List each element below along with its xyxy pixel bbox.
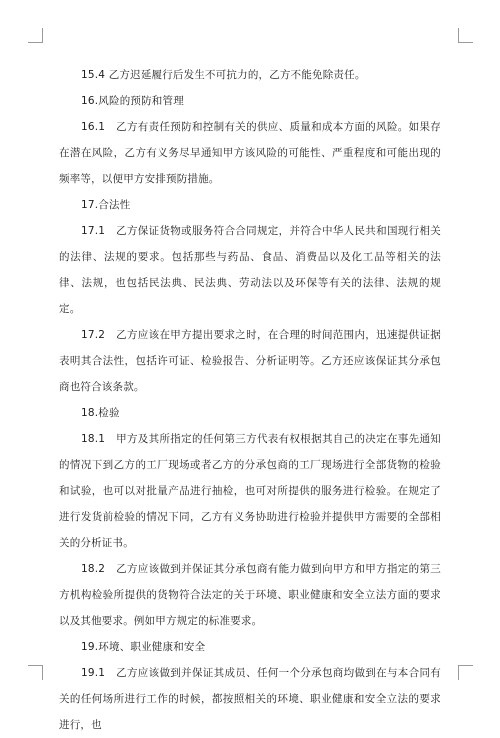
clause-15-4: 15.4 乙方迟延履行后发生不可抗力的，乙方不能免除责任。 bbox=[81, 69, 366, 81]
document-body bbox=[59, 62, 441, 738]
clause-17-1: 17.1 乙方保证货物或服务符合合同规定，并符合中华人民共和国现行相关的法律、法规的要求。包括那些与药品、食品、消费品以及化工品等相关的法律、法规，也包括民法典、民法典、劳动法以及环保等有关的法律、法规的规定。 bbox=[59, 225, 441, 315]
clause-17-2: 17.2 乙方应该在甲方提出要求之时，在合理的时间范围内，迅速提供证据表明其合法性，包括许可证、检验报告、分析证明等。乙方还应该保证其分承包商也符合该条款。 bbox=[59, 329, 441, 393]
clause-16-1: 16.1 乙方有责任预防和控制有关的供应、质量和成本方面的风险。如果存在潜在风险，乙方有义务尽早通知甲方该风险的可能性、严重程度和可能出现的频率等，以便甲方安排预防措施。 bbox=[59, 121, 441, 185]
section-heading-16: 16.风险的预防和管理 bbox=[81, 95, 184, 107]
section-heading-18: 18.检验 bbox=[81, 407, 120, 419]
clause-18-1: 18.1 甲方及其所指定的任何第三方代表有权根据其自己的决定在事先通知的情况下到乙方的工厂现场或者乙方的分承包商的工厂现场进行全部货物的检验和试验，也可以对批量产品进行抽检，也可对所提供的服务进行检验。在规定了进行发货前检验的情况下同，乙方有义务协助进行检验并提供甲方需要的全部相关的分析证书。 bbox=[59, 433, 441, 549]
crop-mark-bottom-right bbox=[458, 665, 473, 680]
section-heading-17: 17.合法性 bbox=[81, 199, 131, 211]
crop-mark-top-right bbox=[458, 28, 473, 43]
crop-mark-top-left bbox=[28, 28, 43, 43]
section-heading-19: 19.环境、职业健康和安全 bbox=[81, 641, 206, 653]
clause-18-2: 18.2 乙方应该做到并保证其分承包商有能力做到向甲方和甲方指定的第三方机构检验所提供的货物符合法定的关于环境、职业健康和安全立法方面的要求以及其他要求。例如甲方规定的标准要求。 bbox=[59, 563, 441, 627]
clause-19-1: 19.1 乙方应该做到并保证其成员、任何一个分承包商均做到在与本合同有关的任何场所进行工作的时候，都按照相关的环境、职业健康和安全立法的要求进行，也 bbox=[59, 667, 441, 731]
crop-mark-bottom-left bbox=[28, 665, 43, 680]
